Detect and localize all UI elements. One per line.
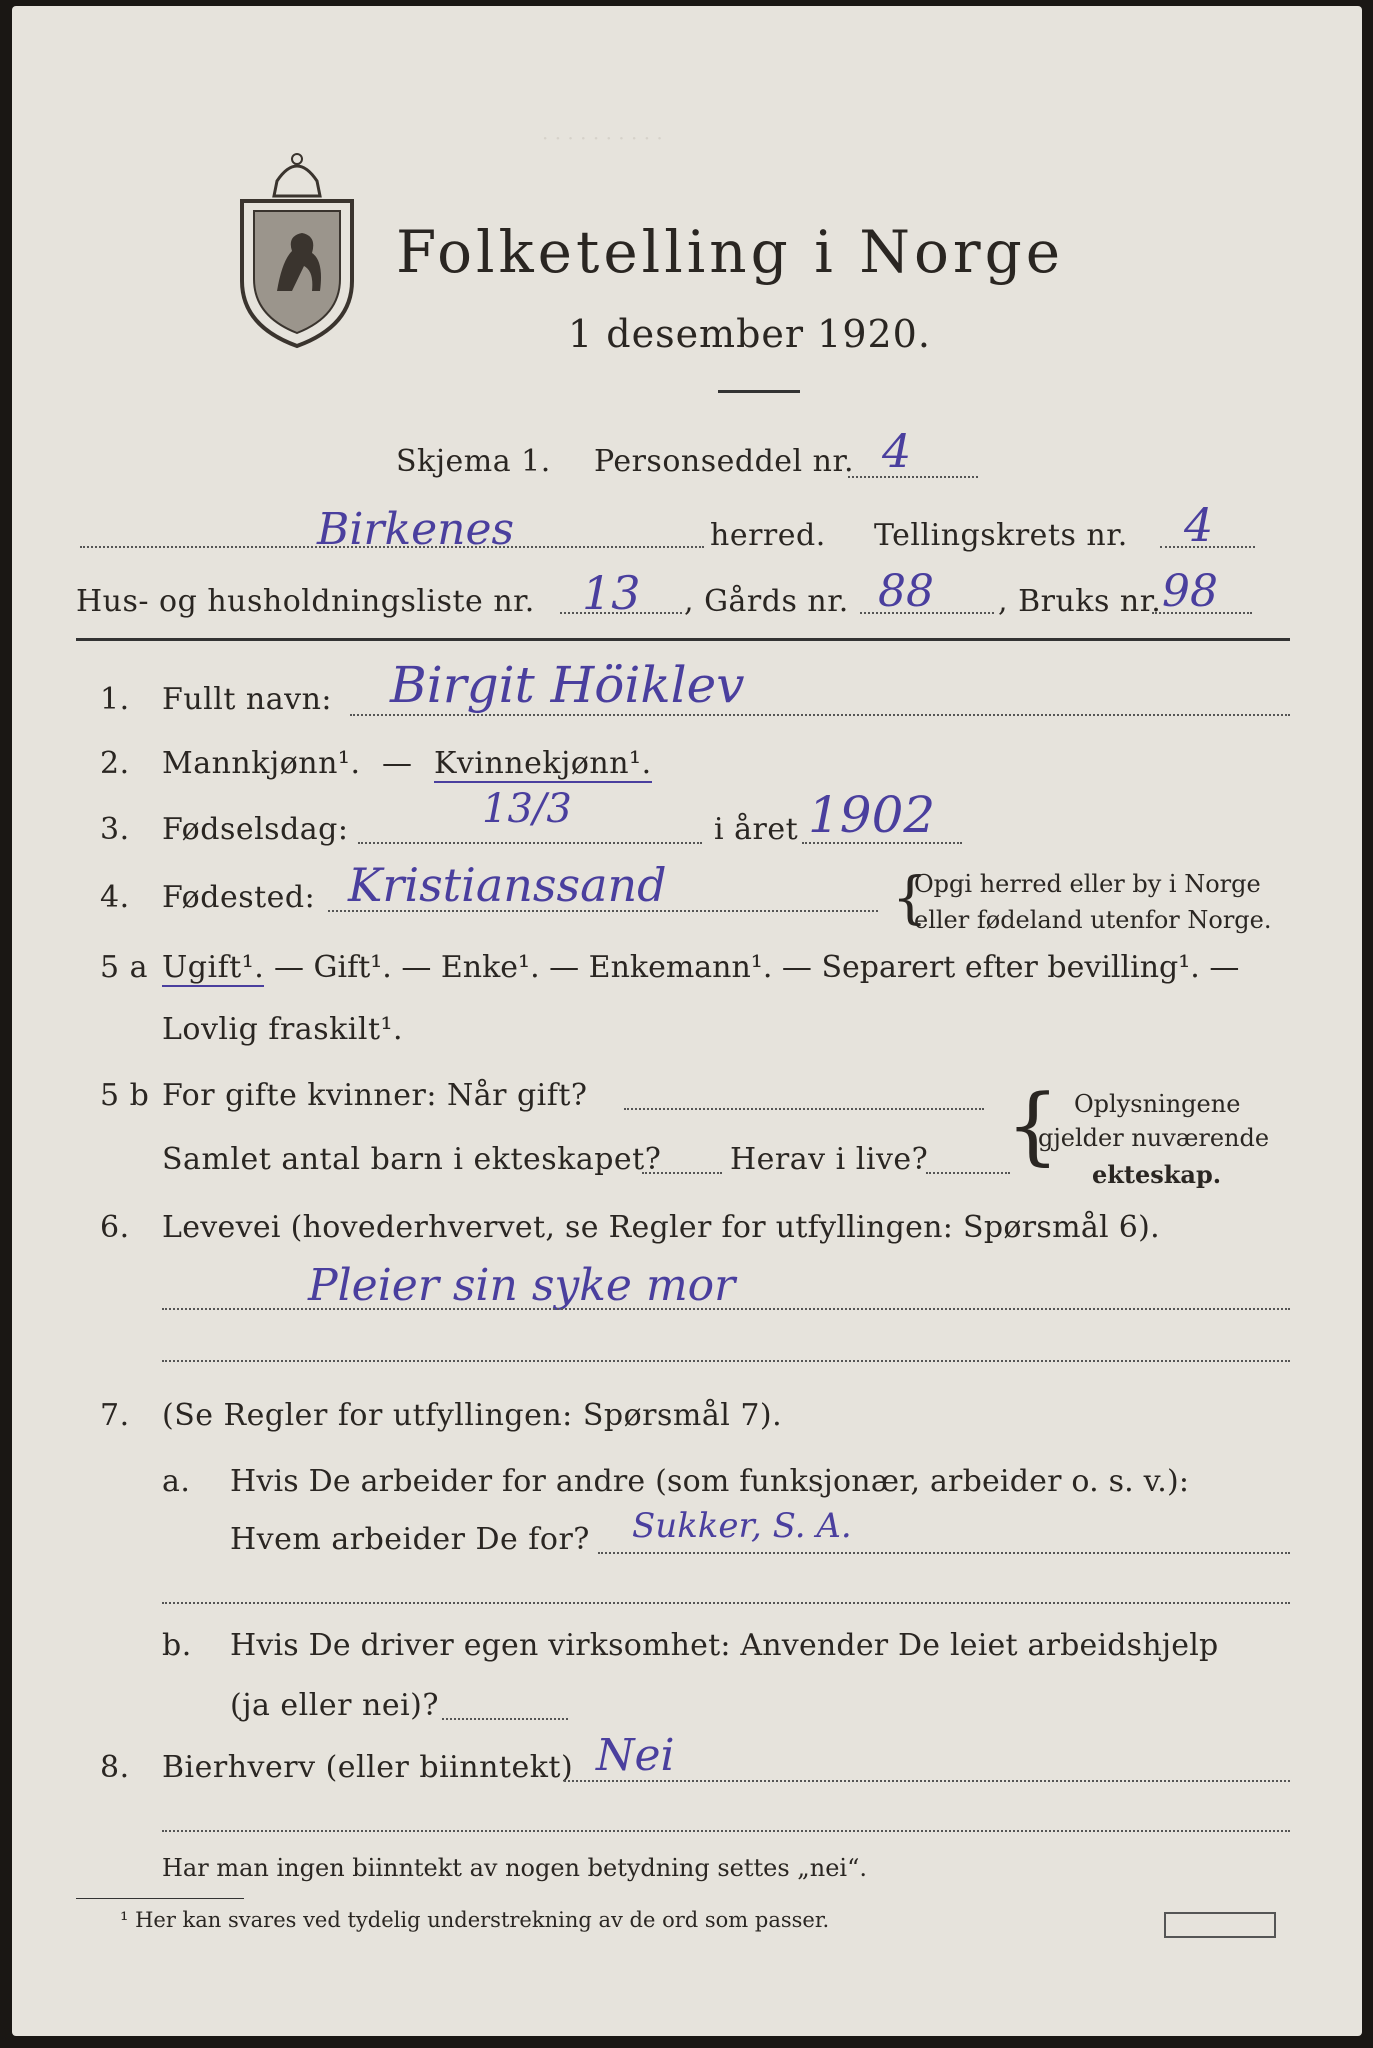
hired-help-label: (ja eller nei)?	[230, 1688, 439, 1723]
header-divider	[76, 638, 1290, 641]
divorced-option[interactable]: Lovlig fraskilt¹.	[162, 1012, 404, 1047]
employer-field-line	[598, 1552, 1290, 1554]
tellingskrets-label: Tellingskrets nr.	[874, 518, 1128, 553]
q5a-number: 5 a	[100, 950, 149, 985]
year-label: i året	[714, 812, 799, 847]
q6-label: Levevei (hovederhvervet, se Regler for utfyllingen: Spørsmål 6).	[162, 1210, 1160, 1245]
birthplace-value[interactable]: Kristianssand	[348, 858, 667, 912]
q3-number: 3.	[100, 812, 130, 847]
q2-separator: —	[382, 746, 413, 781]
q3-field-line	[358, 842, 702, 844]
q3-label: Fødselsdag:	[162, 812, 349, 847]
household-list-label: Hus- og husholdningsliste nr.	[76, 584, 535, 619]
q7b-letter: b.	[162, 1628, 192, 1663]
q4-number: 4.	[100, 880, 130, 915]
q8-label: Bierhverv (eller biinntekt)	[162, 1750, 574, 1785]
household-list-value[interactable]: 13	[582, 566, 641, 620]
q6-field-line-2	[162, 1360, 1290, 1362]
employer-field-line-2	[162, 1602, 1290, 1604]
census-date: 1 desember 1920.	[568, 312, 931, 356]
bruks-label: , Bruks nr.	[998, 584, 1162, 619]
employer-value[interactable]: Sukker, S. A.	[632, 1506, 852, 1546]
marriage-note-2: gjelder nuværende	[1038, 1124, 1270, 1152]
children-alive-label: Herav i live?	[730, 1142, 929, 1177]
gards-value[interactable]: 88	[878, 566, 934, 617]
children-alive-field-line	[926, 1172, 1010, 1174]
printer-stamp	[1164, 1912, 1276, 1938]
personseddel-field-line	[848, 476, 978, 478]
schema-label: Skjema 1.	[396, 444, 551, 479]
q8-number: 8.	[100, 1750, 130, 1785]
q8-field-line-2	[162, 1830, 1290, 1832]
q7-number: 7.	[100, 1398, 130, 1433]
occupation-value[interactable]: Pleier sin syke mor	[308, 1260, 736, 1311]
marital-options[interactable]: — Gift¹. — Enke¹. — Enkemann¹. — Separert efter bevilling¹. —	[274, 950, 1240, 985]
children-count-label: Samlet antal barn i ekteskapet?	[162, 1142, 662, 1177]
marriage-note-1: Oplysningene	[1074, 1090, 1241, 1118]
q1-number: 1.	[100, 682, 130, 717]
hired-help-field-line	[442, 1718, 568, 1720]
herred-value[interactable]: Birkenes	[317, 504, 515, 555]
female-option[interactable]: Kvinnekjønn¹.	[434, 746, 652, 781]
marriage-note-3: ekteskap.	[1092, 1160, 1222, 1189]
bleed-through-text: · · · · · · · · · ·	[542, 126, 663, 150]
brace-icon: {	[892, 866, 928, 931]
side-income-value[interactable]: Nei	[596, 1730, 675, 1781]
title-divider	[718, 390, 800, 393]
when-married-label: For gifte kvinner: Når gift?	[162, 1078, 588, 1113]
q7a-text: Hvis De arbeider for andre (som funksjonær, arbeider o. s. v.):	[230, 1464, 1190, 1499]
birthplace-note-1: Opgi herred eller by i Norge	[914, 870, 1261, 898]
employer-label: Hvem arbeider De for?	[230, 1522, 590, 1557]
personseddel-value[interactable]: 4	[882, 424, 912, 478]
q7-label: (Se Regler for utfyllingen: Spørsmål 7).	[162, 1398, 783, 1433]
personseddel-label: Personseddel nr.	[594, 444, 855, 479]
full-name-value[interactable]: Birgit Höiklev	[390, 656, 745, 714]
gards-label: , Gårds nr.	[684, 584, 849, 619]
male-option[interactable]: Mannkjønn¹.	[162, 746, 361, 781]
children-count-field-line	[642, 1172, 722, 1174]
unmarried-option[interactable]: Ugift¹.	[162, 950, 265, 985]
q4-label: Fødested:	[162, 880, 316, 915]
q6-number: 6.	[100, 1210, 130, 1245]
when-married-field-line	[624, 1108, 984, 1110]
birthplace-note-2: eller fødeland utenfor Norge.	[914, 906, 1272, 934]
side-income-note: Har man ingen biinntekt av nogen betydning settes „nei“.	[162, 1854, 867, 1882]
bruks-value[interactable]: 98	[1162, 566, 1218, 617]
census-form-page	[12, 6, 1362, 2036]
coat-of-arms-icon	[232, 141, 362, 351]
herred-label: herred.	[710, 518, 826, 553]
q1-field-line	[350, 714, 1290, 716]
brace-icon: {	[1006, 1076, 1060, 1174]
q7a-letter: a.	[162, 1464, 191, 1499]
q7b-text: Hvis De driver egen virksomhet: Anvender De leiet arbeidshjelp	[230, 1628, 1219, 1663]
q1-label: Fullt navn:	[162, 682, 333, 717]
footnote-divider	[76, 1898, 244, 1899]
q2-number: 2.	[100, 746, 130, 781]
tellingskrets-value[interactable]: 4	[1184, 498, 1214, 552]
q5b-number: 5 b	[100, 1078, 150, 1113]
birth-year-value[interactable]: 1902	[808, 786, 936, 844]
page-title: Folketelling i Norge	[396, 218, 1065, 286]
birthday-value[interactable]: 13/3	[482, 786, 572, 832]
footnote: ¹ Her kan svares ved tydelig understrekning av de ord som passer.	[120, 1908, 830, 1932]
q6-field-line-1	[162, 1308, 1290, 1310]
